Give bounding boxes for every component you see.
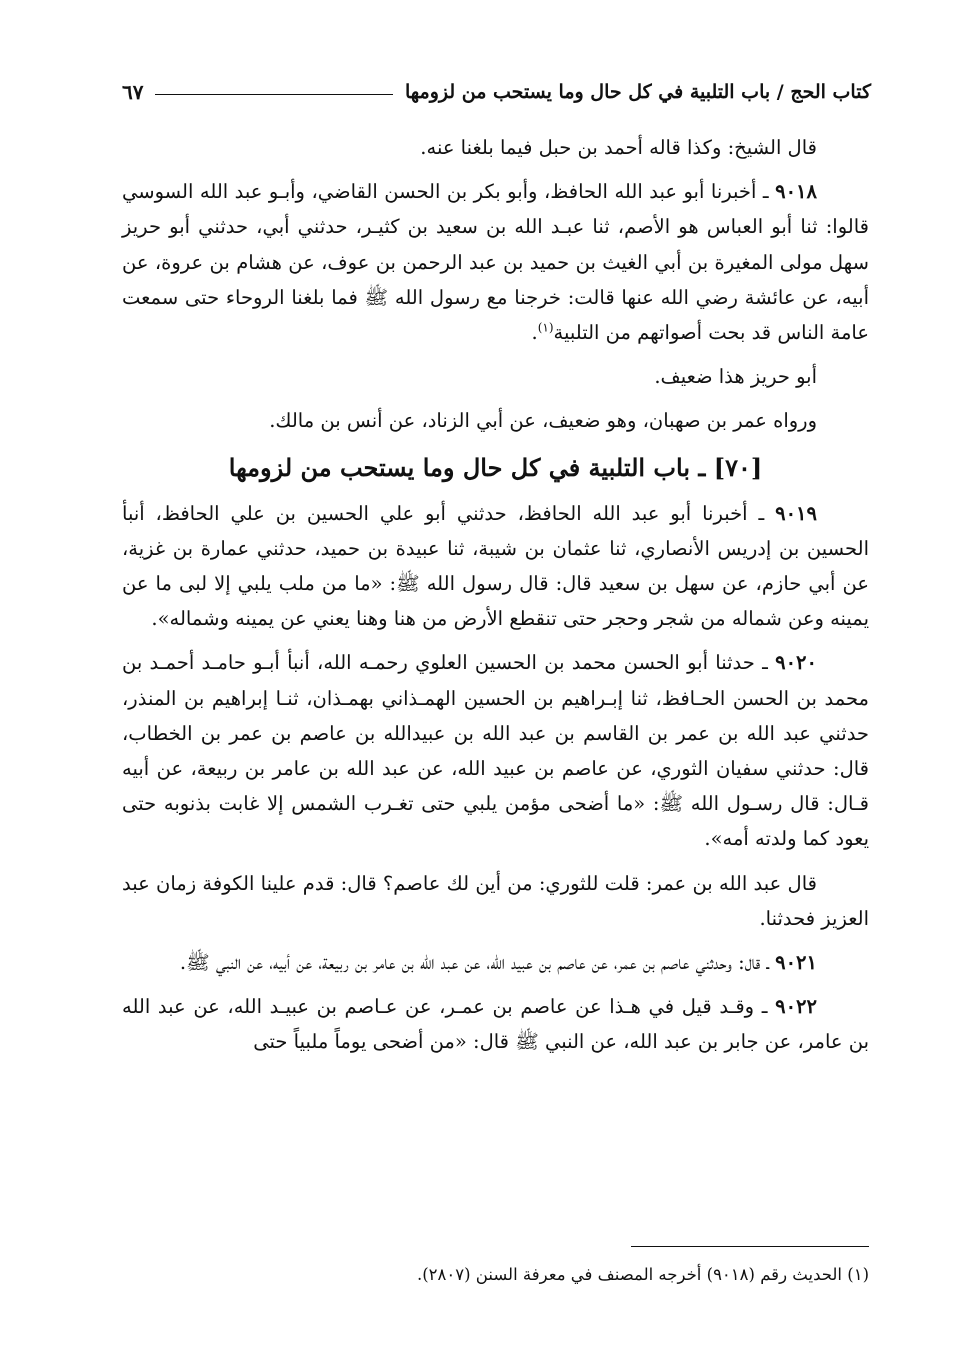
hadith-9022 xyxy=(122,989,869,1059)
paragraph-text: ورواه عمر بن صهبان، وهو ضعيف، عن أبي الزناد، عن أنس بن مالك. xyxy=(269,409,817,433)
hadith-number: ٩٠٢٠ xyxy=(775,651,817,675)
page-number: ٦٧ xyxy=(122,80,144,104)
hadith-text: ـ أخبرنا أبو عبد الله الحافظ، وأبو بكر بن الحسن القاضي، وأبـو عبد الله السوسي قالوا: ثنا أبو العباس هو الأصم، ثنا عبـد الله بن سعيد بن كثيـر، حدثني أبي، حدثني أبو حريز سهل مولى المغيرة بن أبي الغيث بن حميد بن عبد الرحمن بن عوف، عن هشام بن عروة، عن أبيه، عن عائشة رضي الله عنها قالت: خرجنا مع رسول الله ﷺ فما بلغنا الروحاء حتى سمعت عامة الناس قد بحت أصواتهم من التلبية xyxy=(122,180,869,345)
hadith-9019 xyxy=(122,496,869,637)
footnote-marker: (١) xyxy=(537,320,554,335)
paragraph-abdullah-remark xyxy=(122,866,869,936)
hadith-9020 xyxy=(122,645,869,856)
hadith-text: ـ أخبرنا أبو عبد الله الحافظ، حدثني أبو علي الحسين بن علي الحافظ، أنبأ الحسين بن إدريس الأنصاري، ثنا عثمان بن شيبة، ثنا عبيدة بن حميد، حدثني عمارة بن غزية، عن أبي حازم، عن سهل بن سعيد قال: قال رسول الله ﷺ: «ما من ملب يلبي إلا لبى ما عن يمينه وعن شماله من شجر وحجر حتى تنقطع الأرض من هنا وهنا يعني عن يمينه وشماله». xyxy=(122,501,869,631)
header-title: كتاب الحج / باب التلبية في كل حال وما يستحب من لزومها xyxy=(404,81,871,103)
chapter-heading: [٧٠] ـ باب التلبية في كل حال وما يستحب من لزومها xyxy=(228,452,763,482)
hadith-number: ٩٠٢٢ xyxy=(775,995,817,1019)
paragraph-sheikh-remark xyxy=(122,130,869,165)
footnote: (١) الحديث رقم (٩٠١٨) أخرجه المصنف في معرفة السنن (٢٨٠٧). xyxy=(416,1265,869,1284)
running-header xyxy=(122,72,871,112)
hadith-number: ٩٠٢١ xyxy=(775,951,817,975)
footnote-separator xyxy=(631,1246,869,1247)
paragraph-text: أبو حريز هذا ضعيف. xyxy=(654,365,817,389)
hadith-text: ـ وقـد قيل في هـذا عن عاصم بن عمـر، عن عـاصم بن عبيـد الله، عن عبد الله بن عامر، عن جابر بن عبد الله، عن النبي ﷺ قال: «من أضحى يوماً ملبياً حتى xyxy=(122,995,869,1054)
hadith-text: ـ حدثنا أبو الحسن محمد بن الحسين العلوي رحمـه الله، أنبأ أبـو حامـد أحمـد بن محمد بن الحسن الحـافظ، ثنا إبـراهيم بن الحسين الهمـذاني بهمـذان، ثنـا إبراهيم بن المنذر، حدثني عبد الله بن عمر بن القاسم بن عبد الله بن عبيدالله بن عاصم بن عمر بن الخطاب، قال: حدثني سفيان الثوري، عن عاصم بن عبيد الله، عن عبد الله بن عامر بن ربيعة، عن أبيه قـال: قال رسـول الله ﷺ: «ما أضحى مؤمن يلبي حتى تغـرب الشمس إلا غابت بذنوبه حتى يعود كما ولدته أمه». xyxy=(122,651,869,851)
hadith-text: ـ قال: وحدثني عاصم بن عمر، عن عاصم بن عبيد الله، عن عبد الله بن عامر بن ربيعة، عن أبيه، عن النبي ﷺ. xyxy=(179,951,776,975)
hadith-end: . xyxy=(531,321,538,345)
paragraph-narration-note xyxy=(122,403,869,438)
paragraph-grading xyxy=(122,359,869,394)
header-rule xyxy=(155,94,393,95)
hadith-number: ٩٠١٨ xyxy=(775,180,817,204)
hadith-9021 xyxy=(122,945,869,980)
paragraph-text: قال عبد الله بن عمر: قلت للثوري: من أين لك عاصم؟ قال: قدم علينا الكوفة زمان عبد العزيز فحدثنا. xyxy=(122,871,869,930)
page-body xyxy=(122,130,869,1069)
hadith-number: ٩٠١٩ xyxy=(775,501,817,525)
hadith-9018 xyxy=(122,174,869,350)
paragraph-text: قال الشيخ: وكذا قاله أحمد بن حبل فيما بلغنا عنه. xyxy=(420,136,817,159)
